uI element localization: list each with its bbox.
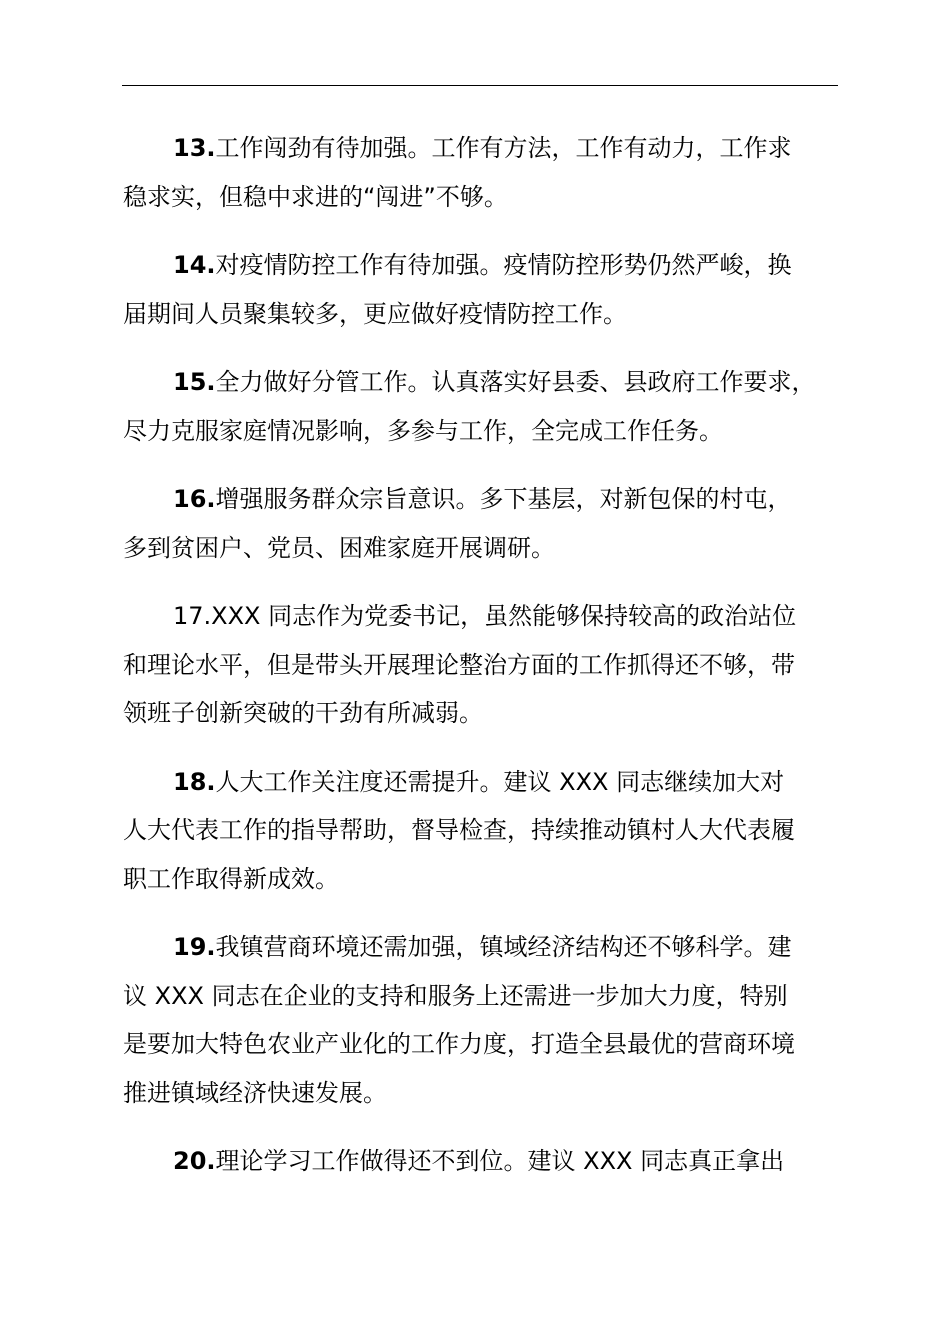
paragraph-number: 18. bbox=[173, 767, 216, 796]
paragraph-18-line-1 bbox=[123, 758, 863, 807]
paragraph-number: 16. bbox=[173, 485, 216, 513]
header-rule bbox=[122, 85, 838, 86]
paragraph-19-line-2: 议 XXX 同志在企业的支持和服务上还需进一步加大力度，特别 bbox=[123, 981, 788, 1010]
paragraph-number: 17. bbox=[173, 602, 212, 630]
paragraph-text: 我镇营商环境还需加强，镇域经济结构还不够科学。建 bbox=[215, 933, 792, 961]
paragraph-text: 全力做好分管工作。认真落实好县委、县政府工作要求， bbox=[215, 368, 816, 396]
paragraph-18 bbox=[123, 758, 863, 904]
paragraph-15-line-2: 尽力克服家庭情况影响，多参与工作，全完成工作任务。 bbox=[123, 416, 723, 445]
paragraph-number: 19. bbox=[173, 933, 216, 961]
paragraph-19-line-3: 是要加大特色农业产业化的工作力度，打造全县最优的营商环境 bbox=[123, 1030, 795, 1058]
paragraph-16-line-1 bbox=[123, 475, 863, 524]
paragraph-20-line-1 bbox=[123, 1137, 863, 1186]
paragraph-number: 13. bbox=[173, 134, 216, 162]
paragraph-text: XXX 同志作为党委书记，虽然能够保持较高的政治站位 bbox=[211, 602, 797, 630]
paragraph-text: 对疫情防控工作有待加强。疫情防控形势仍然严峻，换 bbox=[215, 251, 792, 279]
paragraph-17 bbox=[123, 592, 863, 738]
paragraph-17-line-1 bbox=[123, 592, 863, 641]
paragraph-number: 20. bbox=[173, 1147, 216, 1175]
paragraph-17-line-3: 领班子创新突破的干劲有所减弱。 bbox=[123, 699, 483, 727]
paragraph-16 bbox=[123, 475, 863, 572]
paragraph-14-line-1 bbox=[123, 241, 863, 290]
paragraph-19-line-1 bbox=[123, 923, 863, 972]
paragraph-18-line-2: 人大代表工作的指导帮助，督导检查，持续推动镇村人大代表履 bbox=[123, 816, 795, 844]
paragraph-text: 理论学习工作做得还不到位。建议 XXX 同志真正拿出 bbox=[215, 1147, 785, 1175]
document-body bbox=[123, 124, 863, 1206]
paragraph-20 bbox=[123, 1137, 863, 1186]
paragraph-17-line-2: 和理论水平，但是带头开展理论整治方面的工作抓得还不够，带 bbox=[123, 650, 795, 679]
paragraph-text: 增强服务群众宗旨意识。多下基层，对新包保的村屯， bbox=[215, 485, 792, 513]
paragraph-14-line-2: 届期间人员聚集较多，更应做好疫情防控工作。 bbox=[123, 299, 627, 328]
paragraph-15 bbox=[123, 358, 863, 455]
paragraph-19 bbox=[123, 923, 863, 1117]
paragraph-text: 工作闯劲有待加强。工作有方法，工作有动力，工作求 bbox=[215, 134, 792, 162]
paragraph-18-line-3: 职工作取得新成效。 bbox=[123, 864, 339, 893]
paragraph-16-line-2: 多到贫困户、党员、困难家庭开展调研。 bbox=[123, 533, 555, 562]
paragraph-13-line-1 bbox=[123, 124, 863, 173]
paragraph-19-line-4: 推进镇域经济快速发展。 bbox=[123, 1078, 387, 1107]
paragraph-15-line-1 bbox=[123, 358, 863, 407]
paragraph-13 bbox=[123, 124, 863, 221]
paragraph-number: 15. bbox=[173, 368, 216, 396]
paragraph-13-line-2: 稳求实，但稳中求进的“闯进”不够。 bbox=[123, 182, 508, 211]
paragraph-text: 人大工作关注度还需提升。建议 XXX 同志继续加大对 bbox=[215, 767, 785, 796]
paragraph-14 bbox=[123, 241, 863, 338]
paragraph-number: 14. bbox=[173, 251, 216, 279]
